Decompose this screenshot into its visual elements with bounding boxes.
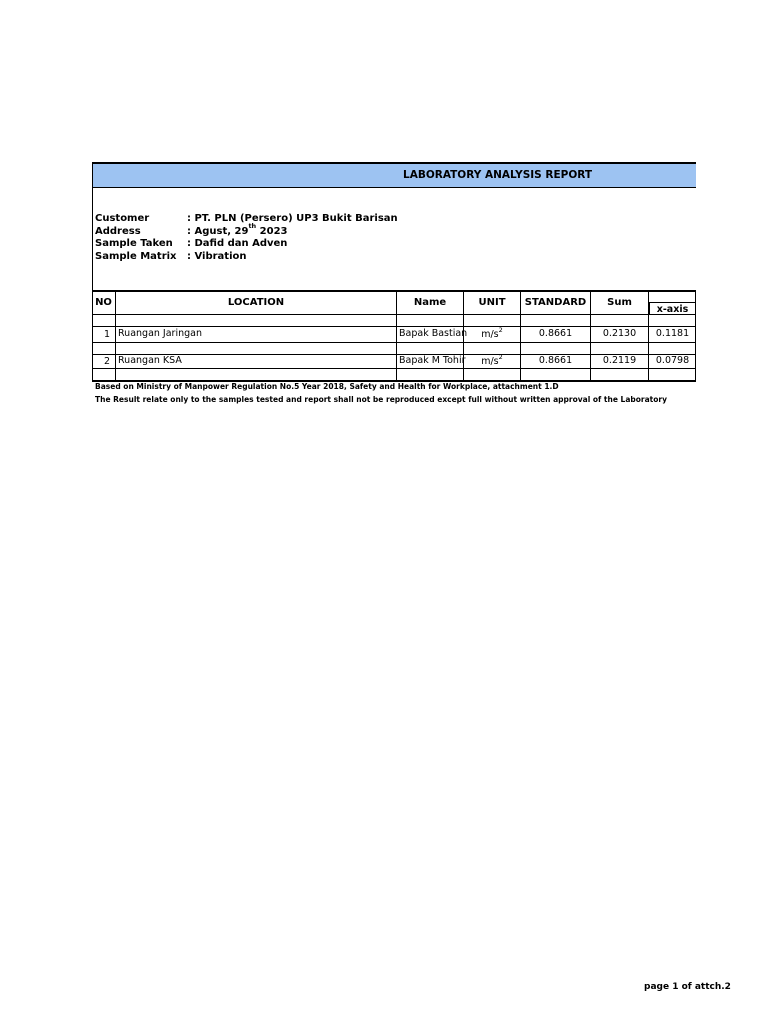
- cell-no: 2: [103, 356, 110, 367]
- header-standard: STANDARD: [524, 297, 587, 308]
- header-x-axis: x-axis: [649, 302, 696, 315]
- header-sum: Sum: [607, 297, 632, 308]
- info-value: : Agust, 29th 2023: [187, 222, 288, 237]
- info-sample-taken: [95, 238, 398, 251]
- header-no: NO: [95, 297, 112, 308]
- report-header-bar: [92, 162, 696, 188]
- info-label: Sample Taken: [95, 238, 173, 250]
- table-rule: [92, 314, 648, 315]
- table-top-rule: [92, 290, 696, 292]
- info-customer: [95, 213, 398, 226]
- cell-no: 1: [103, 329, 110, 340]
- info-label: Address: [95, 225, 141, 237]
- table-rule: [92, 368, 696, 369]
- cell-standard: 0.8661: [538, 328, 573, 339]
- cell-x-axis: 0.0798: [655, 355, 690, 366]
- disclaimer-note: The Result relate only to the samples tested and report shall not be reproduced except full without written approval of the Laboratory: [95, 395, 667, 404]
- info-label: Sample Matrix: [95, 250, 177, 262]
- cell-unit: $m/s^2$: [481, 352, 503, 367]
- info-value: : Dafid dan Adven: [187, 238, 288, 250]
- table-rule: [92, 326, 696, 327]
- cell-name: Bapak M Tohir: [399, 355, 466, 366]
- cell-location: Ruangan Jaringan: [118, 328, 202, 339]
- cell-name: Bapak Bastian: [399, 328, 468, 339]
- info-value: : PT. PLN (Persero) UP3 Bukit Barisan: [187, 213, 398, 224]
- header-unit: UNIT: [478, 297, 506, 308]
- header-name: Name: [413, 297, 447, 308]
- info-address: [95, 222, 398, 239]
- cell-location: Ruangan KSA: [118, 355, 182, 366]
- info-label: Customer: [95, 213, 150, 224]
- regulation-note: Based on Ministry of Manpower Regulation No.5 Year 2018, Safety and Health for Workplace, attachment 1.D: [95, 382, 559, 391]
- table-rule: [92, 342, 696, 343]
- cell-unit: $m/s^2$: [481, 325, 503, 340]
- cell-x-axis: 0.1181: [655, 328, 690, 339]
- cell-sum: 0.2130: [602, 328, 637, 339]
- info-sample-matrix: [95, 251, 398, 264]
- cell-sum: 0.2119: [602, 355, 637, 366]
- page-number: page 1 of attch.2: [644, 982, 731, 992]
- info-value: : Vibration: [187, 250, 247, 262]
- cell-standard: 0.8661: [538, 355, 573, 366]
- results-table: [92, 290, 696, 382]
- report-title: LABORATORY ANALYSIS REPORT: [403, 169, 593, 181]
- header-location: LOCATION: [227, 297, 285, 308]
- report-info: [95, 213, 398, 263]
